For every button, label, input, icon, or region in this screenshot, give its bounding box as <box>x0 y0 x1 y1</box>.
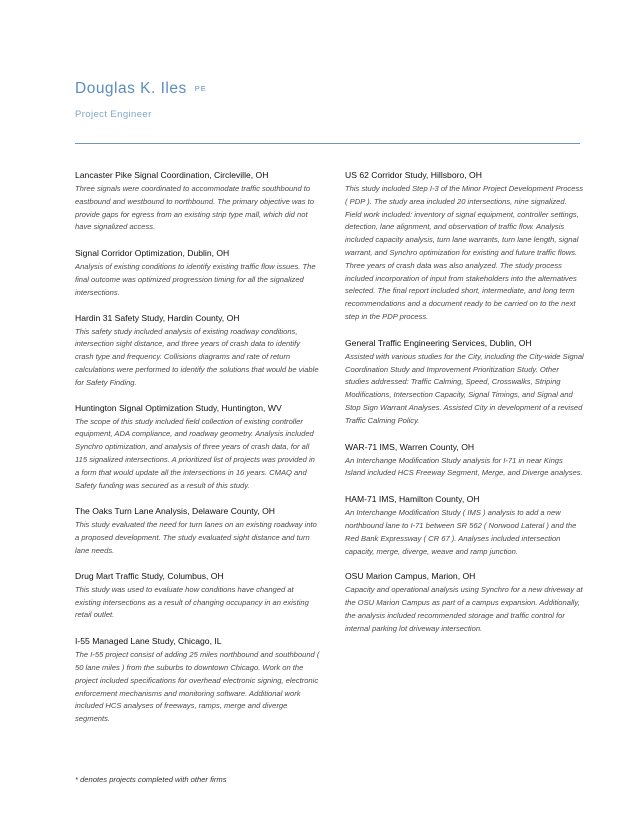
resume-header <box>75 80 207 120</box>
job-title: Project Engineer <box>75 109 152 120</box>
credential: PE <box>194 84 207 93</box>
project-description: Analysis of existing conditions to identify existing traffic flow issues. The final outcome was optimized progression timing for all the signalized intersections. <box>75 262 316 297</box>
project-entry <box>345 337 585 428</box>
project-title: Huntington Signal Optimization Study, Huntington, WV <box>75 402 282 413</box>
project-title: US 62 Corridor Study, Hillsboro, OH <box>345 170 482 180</box>
project-entry <box>345 570 585 635</box>
project-entry <box>75 247 320 299</box>
header-divider <box>75 143 580 144</box>
project-description: Assisted with various studies for the City, including the City-wide Signal Coordination Study and Improvement Prioritization Study. Other studies addressed: Traffic Calming, Speed, Crosswalks, Striping Modifications, Intersection Capacity, Signal Timings, and Signal and Stop Sign Warrant Analyses. Assisted City in development of a revised Traffic Calming Policy. <box>345 351 584 425</box>
project-title: HAM-71 IMS, Hamilton County, OH <box>345 494 480 505</box>
project-entry <box>75 402 320 493</box>
project-description: Capacity and operational analysis using Synchro for a new driveway at the OSU Marion Campus as part of a campus expansion. Additionally, the analysis included recommended storage and traffic control for internal parking lot driveway intersection. <box>345 585 583 633</box>
project-entry <box>345 441 585 481</box>
project-description: An Interchange Modification Study ( IMS ) analysis to add a new northbound lane to I-71 between SR 562 ( Norwood Lateral ) and the Red Bank Expressway ( CR 67 ). Analyses included intersection capacity, merge, diverge, weave and ramp junction. <box>345 508 577 556</box>
right-column <box>345 169 585 636</box>
project-title: OSU Marion Campus, Marion, OH <box>345 571 476 582</box>
person-name: Douglas K. Iles <box>75 80 187 97</box>
project-entry <box>345 169 585 324</box>
project-entry <box>75 635 320 726</box>
project-title: WAR-71 IMS, Warren County, OH <box>345 441 475 452</box>
project-title: The Oaks Turn Lane Analysis, Delaware County, OH <box>75 506 275 517</box>
project-title: I-55 Managed Lane Study, Chicago, IL <box>75 636 222 647</box>
project-description: This study evaluated the need for turn lanes on an existing roadway into a proposed development. The study evaluated sight distance and turn lane needs. <box>75 520 317 555</box>
project-entry <box>75 169 320 234</box>
project-title: Drug Mart Traffic Study, Columbus, OH <box>75 570 224 581</box>
project-entry <box>75 570 320 622</box>
project-title: Hardin 31 Safety Study, Hardin County, OH <box>75 312 240 323</box>
project-description: The I-55 project consist of adding 25 miles northbound and southbound ( 50 lane miles ) from the suburbs to downtown Chicago. Work on the project included specifications for overhead electronic signing, electronic enforcement mechanisms and monitoring software. Additional work included HCS analyses of freeways, ramps, merge and diverge segments. <box>75 650 320 724</box>
project-description: This safety study included analysis of existing roadway conditions, intersection sight distance, and three years of crash data to identify crash type and frequency. Collisions diagrams and rate of return calculations were performed to identify the solutions that would be viable for Safety Finding. <box>75 326 319 387</box>
project-entry <box>345 493 585 558</box>
project-description: This study was used to evaluate how conditions have changed at existing intersections as a result of changing occupancy in an existing retail outlet. <box>75 584 309 620</box>
name-line <box>75 80 207 98</box>
project-title: General Traffic Engineering Services, Dublin, OH <box>345 337 532 348</box>
project-entry <box>75 505 320 557</box>
project-title: Lancaster Pike Signal Coordination, Circleville, OH <box>75 170 269 180</box>
left-column <box>75 169 320 726</box>
project-description: Three signals were coordinated to accommodate traffic southbound to eastbound and westbound to northbound. The primary objective was to provide gaps for egress from an existing strip type mall, which did not have signalized access. <box>75 184 314 232</box>
project-title: Signal Corridor Optimization, Dublin, OH <box>75 248 230 259</box>
footnote: * denotes projects completed with other firms <box>75 775 227 784</box>
project-description: This study included Step I-3 of the Minor Project Development Process ( PDP ). The study area included 20 intersections, nine signalized. Field work included: inventory of signal equipment, controller settings, detection, lane alignment, and observation of traffic flow. Analysis included capacity analysis, turn lane warrants, turn lane length, signal warrant, and Synchro optimization for existing and future traffic flows. Three years of crash data was also analyzed. The study process included incorporation of input from stakeholders into the alternatives selected. The final report included short, intermediate, and long term recommendations and a document ready to be carried on to the next step in the PDP process. <box>345 184 584 321</box>
project-entry <box>75 312 320 390</box>
project-description: An Interchange Modification Study analysis for I-71 in near Kings Island included HCS Freeway Segment, Merge, and Diverge analyses. <box>345 455 583 478</box>
project-description: The scope of this study included field collection of existing controller equipment, ADA compliance, and roadway geometry. Analysis included Synchro optimization, and analysis of three years of crash data, for all 115 signalized intersections. A prioritized list of projects was provided in a form that would update all the intersections in 16 years. CMAQ and Safety funding was secured as a result of this study. <box>75 416 315 490</box>
